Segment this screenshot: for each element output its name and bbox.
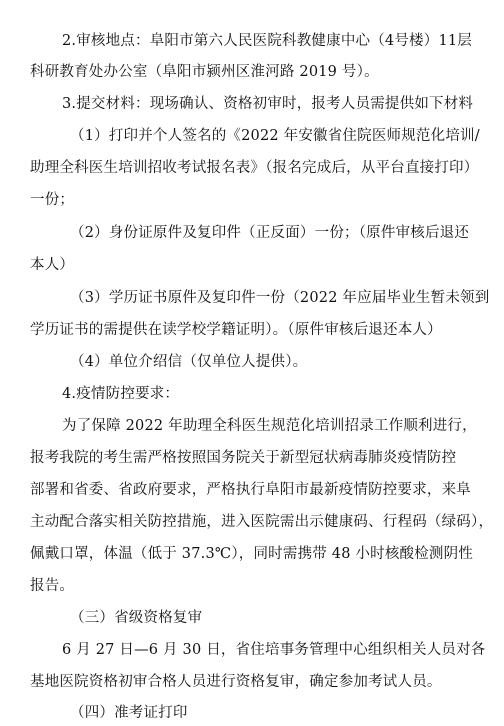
paragraph-line: 2.审核地点：阜阳市第六人民医院科教健康中心（4号楼）11层: [62, 33, 473, 49]
section-heading: （三）省级资格复审: [70, 610, 203, 626]
paragraph-line: 助理全科医生培训招收考试报名表》（报名完成后，从平台直接打印）: [30, 160, 479, 176]
paragraph-line: 6 月 27 日—6 月 30 日，省住培事务管理中心组织相关人员对各: [62, 642, 486, 658]
paragraph-line: 基地医院资格初审合格人员进行资格复审，确定参加考试人员。: [30, 674, 442, 690]
paragraph-line: 佩戴口罩，体温（低于 37.3℃），同时需携带 48 小时核酸检测阴性: [30, 546, 474, 562]
paragraph-line: 部署和省委、省政府要求，严格执行阜阳市最新疫情防控要求，来阜: [30, 482, 471, 498]
paragraph-line: （4）单位介绍信（仅单位人提供）。: [70, 354, 308, 370]
paragraph-line: 3.提交材料：现场确认、资格初审时，报考人员需提供如下材料: [62, 96, 474, 112]
section-heading: 4.疫情防控要求：: [62, 386, 180, 402]
section-heading: （四）准考证打印: [70, 705, 188, 721]
paragraph-line: 科研教育处办公室（阜阳市颍州区淮河路 2019 号）。: [30, 64, 379, 80]
paragraph-line: （3）学历证书原件及复印件一份（2022 年应届毕业生暂未领到: [70, 290, 490, 306]
paragraph-line: 报考我院的考生需严格按照国务院关于新型冠状病毒肺炎疫情防控: [30, 450, 457, 466]
paragraph-line: （2）身份证原件及复印件（正反面）一份；（原件审核后退还: [70, 225, 470, 241]
paragraph-line: 本人）: [30, 257, 75, 273]
paragraph-line: 学历证书的需提供在读学校学籍证明）。（原件审核后退还本人）: [30, 322, 442, 338]
paragraph-line: 报告。: [30, 578, 75, 594]
paragraph-line: 主动配合落实相关防控措施，进入医院需出示健康码、行程码（绿码），: [30, 514, 494, 530]
paragraph-line: （1）打印并个人签名的《2022 年安徽省住院医师规范化培训/: [70, 128, 480, 144]
paragraph-line: 一份；: [30, 192, 75, 208]
paragraph-line: 为了保障 2022 年助理全科医生规范化培训招录工作顺利进行，: [62, 418, 477, 434]
